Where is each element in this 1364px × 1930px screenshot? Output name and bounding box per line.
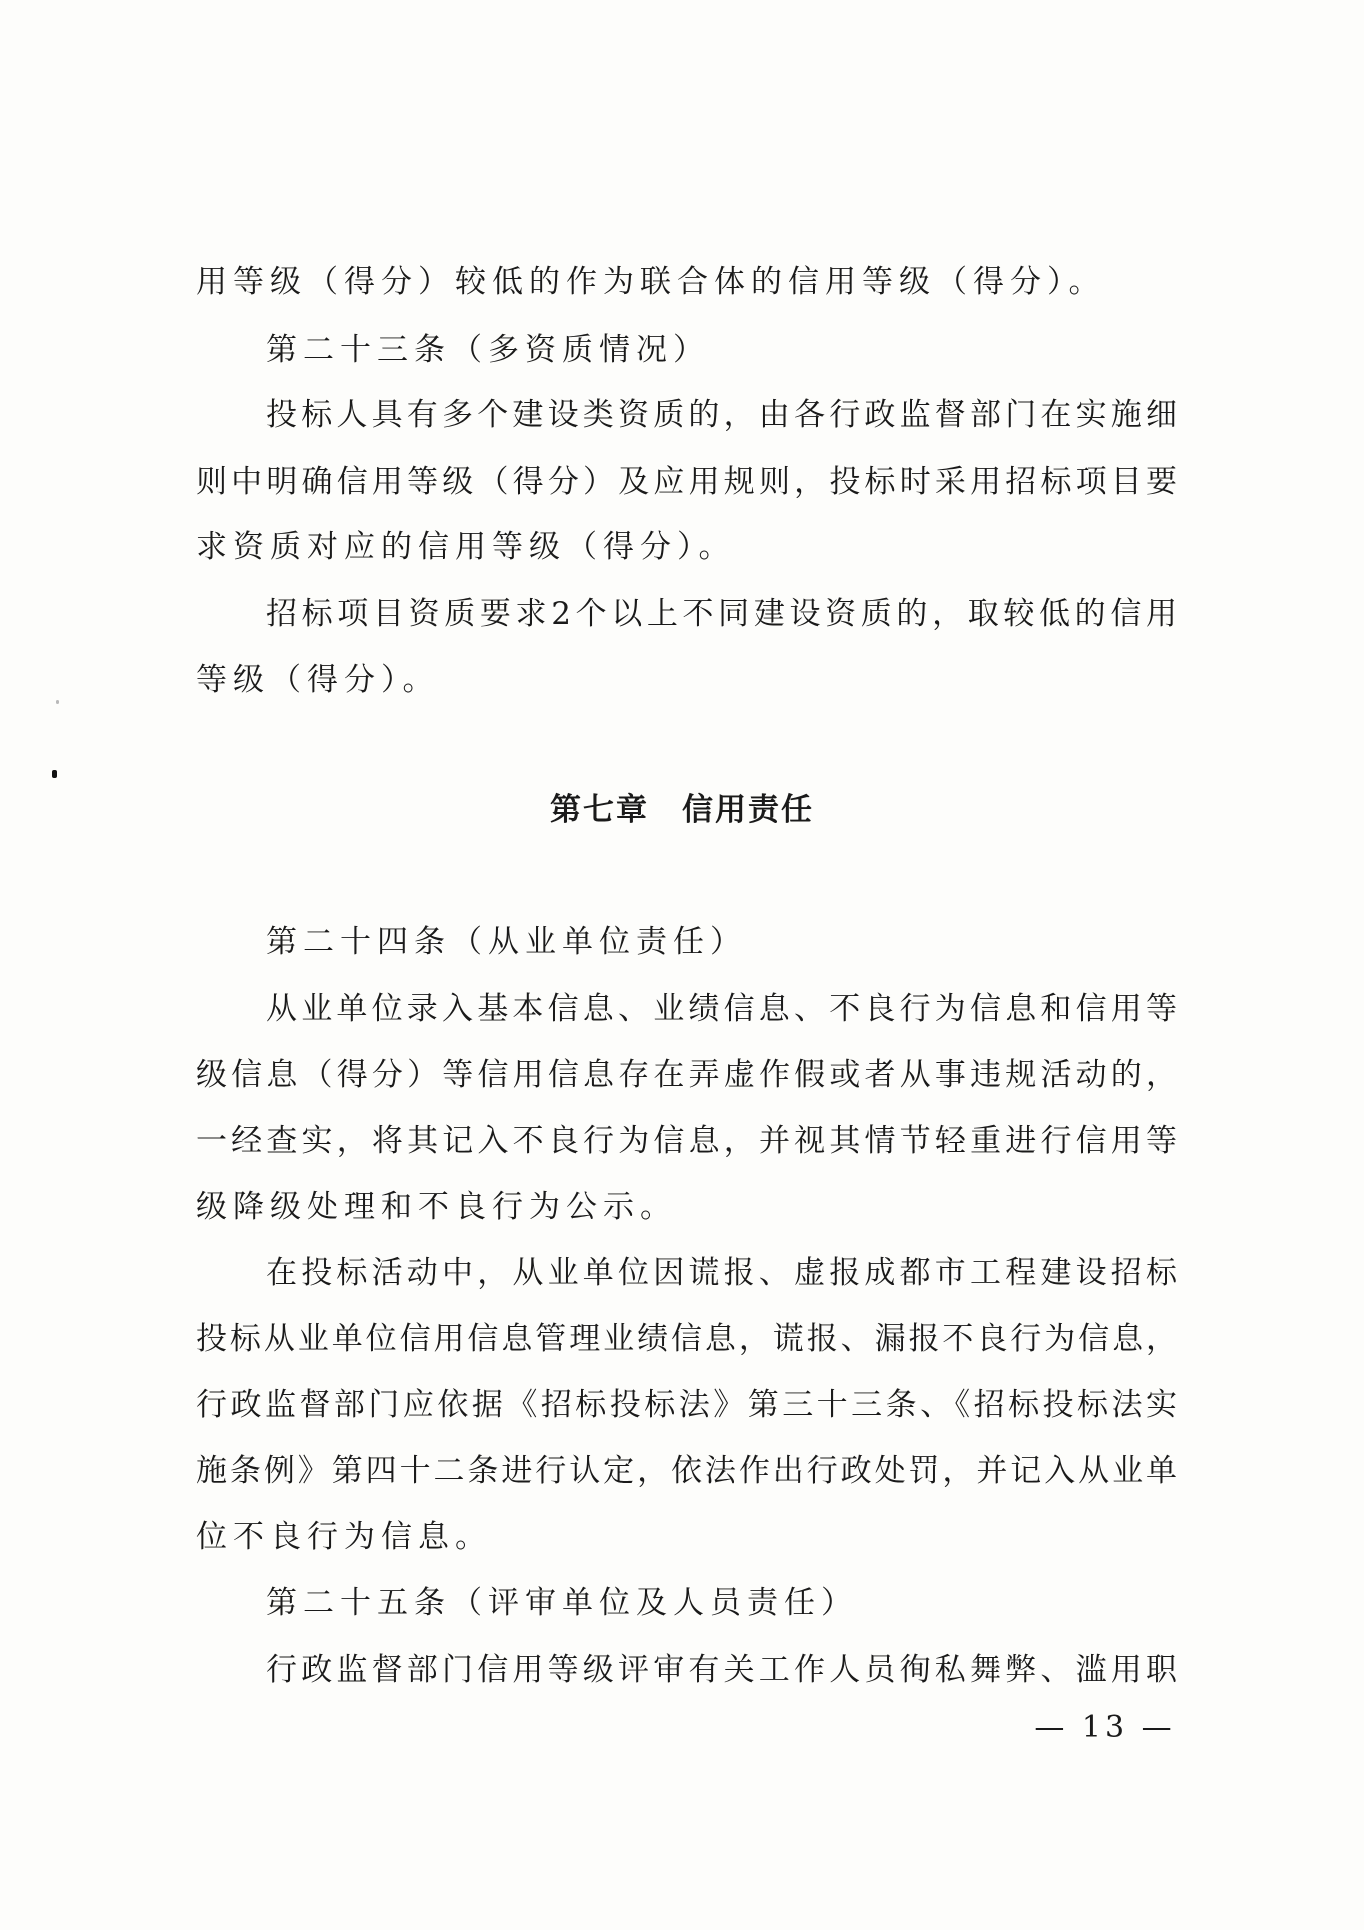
article-25-heading: 第二十五条（评审单位及人员责任） bbox=[266, 1585, 858, 1621]
article-23-heading: 第二十三条（多资质情况） bbox=[266, 332, 710, 368]
text-line: 投标从业单位信用信息管理业绩信息，谎报、漏报不良行为信息， bbox=[196, 1321, 1178, 1357]
text-line: 用等级（得分）较低的作为联合体的信用等级（得分）。 bbox=[196, 264, 1106, 300]
text-line: 投标人具有多个建设类资质的，由各行政监督部门在实施细 bbox=[266, 397, 1178, 433]
text-line: 从业单位录入基本信息、业绩信息、不良行为信息和信用等 bbox=[266, 991, 1178, 1027]
text-line: 级降级处理和不良行为公示。 bbox=[196, 1189, 677, 1225]
text-line: 则中明确信用等级（得分）及应用规则，投标时采用招标项目要 bbox=[196, 464, 1178, 500]
text-line: 一经查实，将其记入不良行为信息，并视其情节轻重进行信用等 bbox=[196, 1123, 1178, 1159]
scan-speck bbox=[52, 770, 57, 778]
text-line: 在投标活动中，从业单位因谎报、虚报成都市工程建设招标 bbox=[266, 1255, 1178, 1291]
text-line: 施条例》第四十二条进行认定，依法作出行政处罚，并记入从业单 bbox=[196, 1453, 1178, 1489]
text-line: 级信息（得分）等信用信息存在弄虚作假或者从事违规活动的， bbox=[196, 1057, 1178, 1093]
page-number: — 13 — bbox=[1034, 1710, 1176, 1745]
chapter-title: 第七章 信用责任 bbox=[550, 792, 814, 828]
article-24-heading: 第二十四条（从业单位责任） bbox=[266, 924, 747, 960]
text-line: 位不良行为信息。 bbox=[196, 1519, 492, 1555]
text-line: 招标项目资质要求2个以上不同建设资质的，取较低的信用 bbox=[266, 596, 1178, 632]
scan-speck bbox=[56, 700, 59, 704]
text-line: 行政监督部门应依据《招标投标法》第三十三条、《招标投标法实 bbox=[196, 1387, 1178, 1423]
text-line: 等级（得分）。 bbox=[196, 662, 440, 698]
text-line: 求资质对应的信用等级（得分）。 bbox=[196, 529, 736, 565]
text-line: 行政监督部门信用等级评审有关工作人员徇私舞弊、滥用职 bbox=[266, 1652, 1178, 1688]
